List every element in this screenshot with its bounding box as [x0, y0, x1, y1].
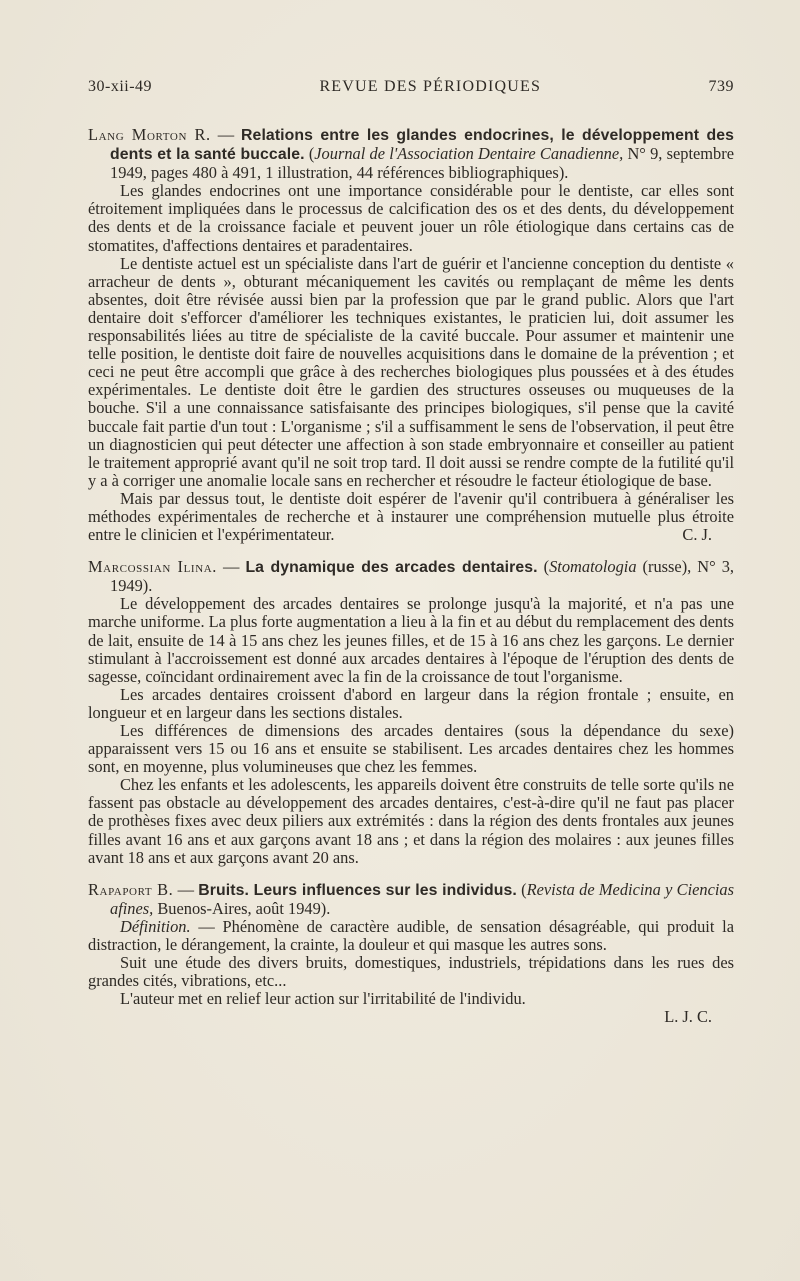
heading-dash: — [173, 879, 199, 899]
article-paragraph: Les arcades dentaires croissent d'abord en largeur dans la région frontale ; ensuite, en longueur et en largeur dans les sections distales. [88, 684, 734, 722]
article-paragraph: Les différences de dimensions des arcades dentaires (sous la dépendance du sexe) apparaissent vers 15 ou 16 ans et ensuite se stabilisent. Les arcades dentaires chez les hommes sont, en moyenne, plus volumineuses que chez les femmes. [88, 721, 734, 777]
article-title: Bruits. Leurs influences sur les individus. [198, 881, 517, 899]
definition-text: — Phénomène de caractère audible, de sensation désagréable, qui produit la distraction, le dérangement, la crainte, la douleur et qui masque les autres sons. [88, 916, 734, 955]
citation-open: ( [537, 557, 550, 577]
article-heading [88, 126, 734, 182]
article-paragraph: L'auteur met en relief leur action sur l'irritabilité de l'individu. [120, 989, 526, 1009]
citation-details: Buenos-Aires, août 1949). [153, 898, 331, 918]
article-heading [88, 881, 734, 918]
header-date: 30-xii-49 [88, 78, 153, 95]
page-body [88, 126, 734, 1027]
article-title: Relations entre les glandes endocrines, le développement des dents et la santé buccale. [110, 127, 734, 164]
article-author: Lang Morton R. [88, 125, 211, 144]
article-marcossian [88, 558, 734, 867]
article-paragraph: Les glandes endocrines ont une importance considérable pour le dentiste, car elles sont étroitement impliquées dans le processus de calcification des os et des dents, du développement des dents et de la croissance faciale et peuvent jouer un rôle étiologique dans certains cas de stomatites, d'affections dentaires et paradentaires. [88, 181, 734, 255]
article-paragraph [88, 490, 734, 544]
article-paragraph: Le développement des arcades dentaires se prolonge jusqu'à la majorité, et n'a pas une marche uniforme. La plus forte augmentation a lieu à la fin et au début du remplacement des dents de lait, ensuite de 14 à 15 ans chez les jeunes filles, et de 15 à 16 ans chez les garçons. Le dernier stimulant à l'accroissement est donné aux arcades dentaires à l'époque de l'éruption des dents de sagesse, coïncidant ordinairement avec la fin de la croissance de tout l'organisme. [88, 594, 734, 686]
article-rapaport [88, 881, 734, 1027]
reviewer-signature: L. J. C. [664, 1007, 712, 1027]
article-author: Marcossian Ilina. [88, 557, 217, 577]
heading-dash: — [216, 557, 246, 577]
citation-details: N° 9, septembre 1949, pages 480 à 491, 1 illustration, 44 références bibliographiques). [110, 144, 734, 183]
journal-name: Journal de l'Association Dentaire Canadienne, [314, 144, 624, 164]
journal-name: Stomatologia [549, 557, 637, 577]
article-lang-morton [88, 126, 734, 544]
reviewer-signature: C. J. [682, 525, 712, 545]
running-header [88, 78, 734, 96]
article-title: La dynamique des arcades dentaires. [245, 559, 538, 577]
paragraph-text: Mais par dessus tout, le dentiste doit espérer de l'avenir qu'il contribuera à généraliser les méthodes expérimentales de recherche et à instaurer une compréhension mutuelle plus étroite entre le clinicien et l'expérimentateur. [88, 488, 734, 545]
article-heading [88, 558, 734, 595]
journal-name: Revista de Medicina y Ciencias afines, [110, 879, 734, 918]
heading-dash: — [210, 125, 242, 144]
article-author: Rapaport B. [88, 879, 174, 899]
page-number: 739 [708, 78, 734, 95]
definition-paragraph [88, 918, 734, 954]
article-paragraph: Chez les enfants et les adolescents, les appareils doivent être construits de telle sorte qu'ils ne fassent pas obstacle au développement des arcades dentaires, c'est-à-dire qu'il ne faut pas placer de prothèses fixes avec deux piliers aux extrémités : dans la région des dents frontales aux jeunes filles avant 16 ans et aux garçons avant 18 ans ; et dans la région des molaires : aux jeunes filles avant 18 ans et aux garçons avant 20 ans. [88, 775, 734, 867]
article-paragraph: Le dentiste actuel est un spécialiste dans l'art de guérir et l'ancienne conception du dentiste « arracheur de dents », obturant mécaniquement les cavités ou remplaçant de même les dents absentes, doit être révisée aussi bien par la profession que par le grand public. Alors que l'art dentaire doit s'efforcer d'améliorer les techniques existantes, le praticien lui, doit assumer les responsabilités liées au titre de spécialiste de la cavité buccale. Pour assumer et maintenir une telle position, le dentiste doit faire de nouvelles acquisitions dans le domaine de la prévention ; et ceci ne peut être accompli que grâce à des recherches biologiques plus poussées et à des études expérimentales. Le dentiste doit être le gardien des structures osseuses ou muqueuses de la bouche. S'il a une connaissance satisfaisante des principes biologiques, s'il pense que la cavité buccale fait partie d'un tout : L'organisme ; s'il a suffisamment le sens de l'observation, il peut être un diagnosticien qui peut détecter une affection à son stade embryonnaire et conseiller au patient le traitement approprié avant qu'il ne soit trop tard. Il doit aussi se rendre compte de la futilité qu'il y a à corriger une anomalie locale sans en rechercher et résoudre le facteur étiologique de base. [88, 253, 734, 490]
citation-details: (russe), N° 3, 1949). [110, 557, 734, 596]
header-title: REVUE DES PÉRIODIQUES [319, 78, 542, 95]
definition-label: Définition. [120, 916, 191, 936]
article-paragraph: Suit une étude des divers bruits, domestiques, industriels, trépidations dans les rues des grandes cités, vibrations, etc... [88, 953, 734, 991]
citation-open: ( [304, 144, 315, 164]
citation-open: ( [516, 879, 527, 899]
